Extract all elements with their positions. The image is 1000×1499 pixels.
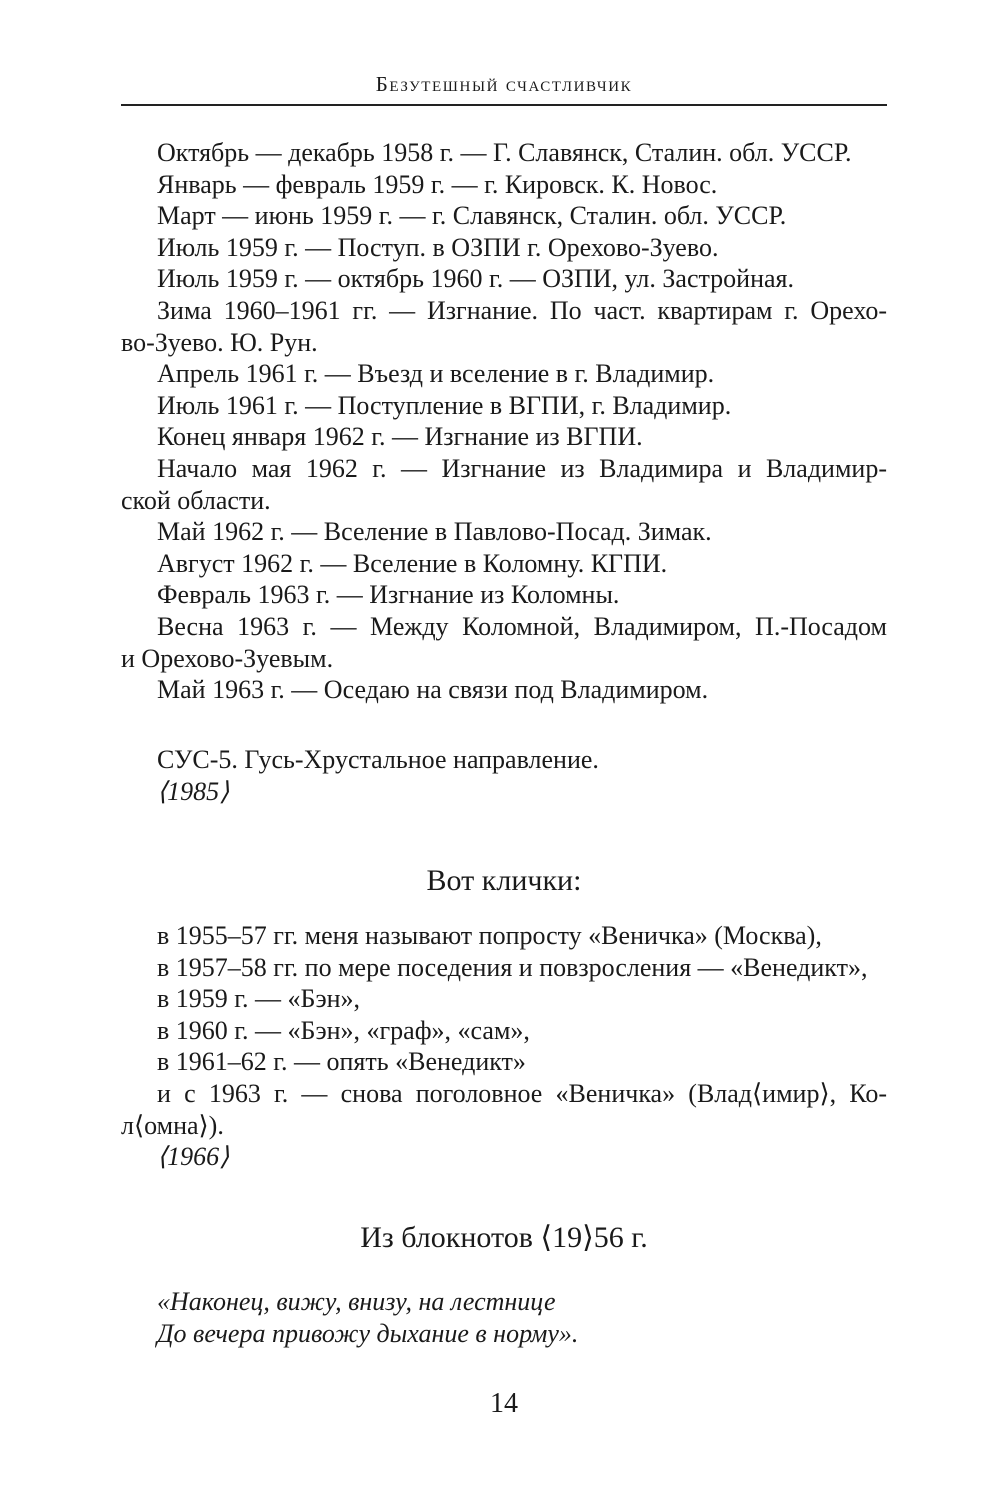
- chronology-line: Июль 1959 г. — октябрь 1960 г. — ОЗПИ, ул. Застройная.: [157, 264, 794, 294]
- chronology-line: ской области.: [121, 485, 271, 515]
- chronology-line: во-Зуево. Ю. Рун.: [121, 327, 318, 357]
- chronology-line: Начало мая 1962 г. — Изгнание из Владимира и Владимир-: [157, 453, 887, 483]
- chronology-line: Май 1962 г. — Вселение в Павлово-Посад. Зимак.: [157, 517, 712, 547]
- nicknames-heading: Вот клички:: [426, 864, 582, 897]
- chronology-line: Январь — февраль 1959 г. — г. Кировск. К. Новос.: [157, 169, 718, 199]
- chronology-line: Июль 1959 г. — Поступ. в ОЗПИ г. Орехово-Зуево.: [157, 232, 719, 262]
- quote-line: «Наконец, вижу, внизу, на лестнице: [157, 1287, 556, 1316]
- page-number: 14: [490, 1388, 518, 1419]
- chronology-line: и Орехово-Зуевым.: [121, 643, 334, 673]
- chronology-block: [121, 137, 887, 706]
- notebooks-quote: [121, 1286, 887, 1349]
- chronology-date: ⟨1985⟩: [157, 776, 230, 806]
- chronology-line: Зима 1960–1961 гг. — Изгнание. По част. квартирам г. Орехо-: [157, 295, 887, 325]
- nicknames-block: [121, 920, 887, 1173]
- chronology-footer: [121, 744, 887, 807]
- nickname-line: и с 1963 г. — снова поголовное «Веничка» (Влад⟨имир⟩, Ко-: [157, 1078, 887, 1108]
- chronology-note: СУС-5. Гусь-Хрустальное направление.: [157, 745, 599, 774]
- chronology-line: Весна 1963 г. — Между Коломной, Владимиром, П.-Посадом: [157, 611, 887, 641]
- quote-line: До вечера привожу дыхание в норму».: [157, 1318, 579, 1348]
- chronology-line: Август 1962 г. — Вселение в Коломну. КГПИ.: [157, 548, 668, 578]
- nickname-line: в 1960 г. — «Бэн», «граф», «сам»,: [157, 1015, 530, 1045]
- nickname-line: в 1957–58 гг. по мере поседения и повзросления — «Венедикт»,: [157, 952, 868, 982]
- notebooks-heading: Из блокнотов ⟨19⟩56 г.: [360, 1221, 648, 1254]
- chronology-line: Март — июнь 1959 г. — г. Славянск, Сталин. обл. УССР.: [157, 201, 787, 231]
- running-head: Безутешный счастливчик: [375, 72, 633, 96]
- nickname-line: в 1959 г. — «Бэн»,: [157, 984, 361, 1014]
- chronology-line: Конец января 1962 г. — Изгнание из ВГПИ.: [157, 422, 643, 452]
- nickname-line: в 1961–62 г. — опять «Венедикт»: [157, 1047, 526, 1077]
- header-rule: [121, 104, 887, 106]
- nickname-line: в 1955–57 гг. меня называют попросту «Веничка» (Москва),: [157, 921, 822, 950]
- nicknames-date: ⟨1966⟩: [157, 1142, 230, 1172]
- chronology-line: Апрель 1961 г. — Въезд и вселение в г. Владимир.: [157, 359, 715, 389]
- chronology-line: Май 1963 г. — Оседаю на связи под Владимиром.: [157, 675, 709, 705]
- nickname-line: л⟨омна⟩).: [121, 1110, 224, 1140]
- chronology-line: Февраль 1963 г. — Изгнание из Коломны.: [157, 580, 620, 610]
- chronology-line: Октябрь — декабрь 1958 г. — Г. Славянск, Сталин. обл. УССР.: [157, 138, 852, 167]
- chronology-line: Июль 1961 г. — Поступление в ВГПИ, г. Владимир.: [157, 390, 732, 420]
